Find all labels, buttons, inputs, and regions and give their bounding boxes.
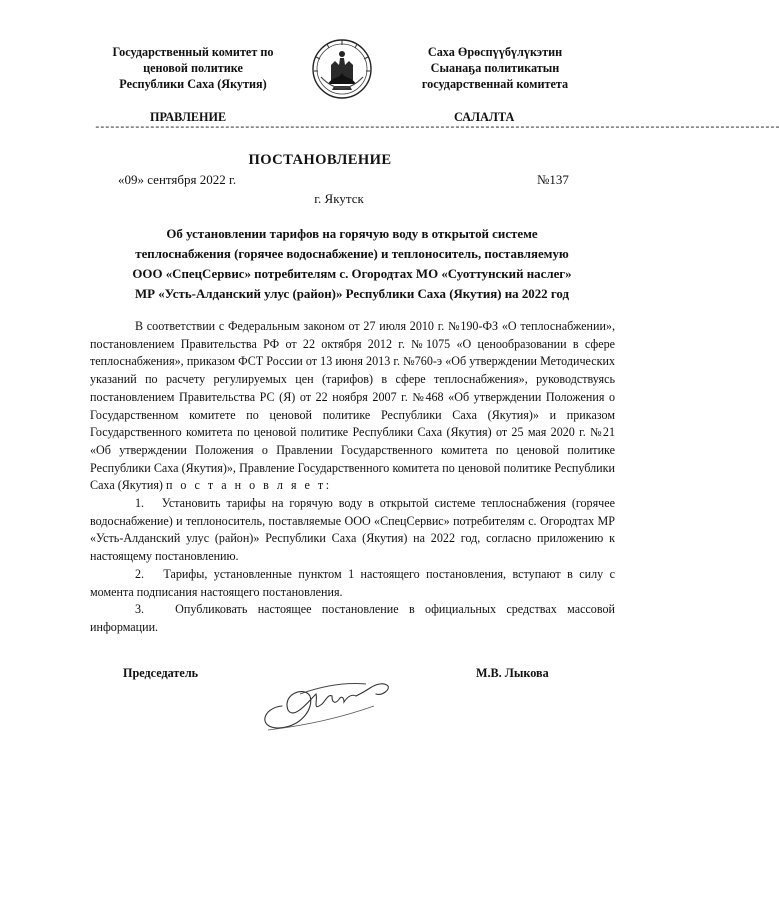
document-body xyxy=(90,318,615,637)
signatory-name: М.В. Лыкова xyxy=(476,666,549,680)
committee-line: государственнай комитета xyxy=(421,77,569,91)
committee-name-yakut xyxy=(390,44,600,92)
coat-of-arms-icon xyxy=(311,37,373,101)
board-label-yakut: САЛАЛТА xyxy=(454,110,515,124)
subject-line: ООО «СпецСервис» потребителям с. Огородтах МО «Суоттунский наслег» xyxy=(132,267,572,281)
board-label-russian: ПРАВЛЕНИЕ xyxy=(150,110,227,124)
item-text: Установить тарифы на горячую воду в открытой системе теплоснабжения (горячее водоснабжение) и теплоноситель, поставляемые ООО «СпецСервис» потребителям с. Огородтах МР «Усть-Алданский улус (район)» Республики Саха (Якутия) на 2022 год, согласно приложению к настоящему постановлению. xyxy=(90,496,615,564)
header-separator: ----------------------------------------------------------------------------------------------------------------------------------------- xyxy=(94,122,779,134)
document-title: ПОСТАНОВЛЕНИЕ xyxy=(248,152,392,168)
item-text: Опубликовать настоящее постановление в официальных средствах массовой информации. xyxy=(90,602,615,634)
committee-name-russian xyxy=(88,44,298,92)
decree-item xyxy=(90,601,615,636)
committee-line: ценовой политике xyxy=(143,61,243,75)
committee-line: Сыанаҕа политикатын xyxy=(430,61,560,75)
decree-item xyxy=(90,495,615,566)
document-date: «09» сентября 2022 г. xyxy=(118,172,237,187)
document-city: г. Якутск xyxy=(314,191,364,206)
committee-line: Саха Өрөспүүбүлүкэтин xyxy=(427,45,563,59)
decree-word: п о с т а н о в л я е т: xyxy=(165,478,332,493)
committee-line: Республики Саха (Якутия) xyxy=(119,77,267,91)
committee-line: Государственный комитет по xyxy=(112,45,274,59)
document-number: №137 xyxy=(537,172,569,187)
subject-line: Об установлении тарифов на горячую воду в открытой системе xyxy=(166,227,538,241)
item-number: 1. xyxy=(135,496,145,511)
decree-item xyxy=(90,566,615,601)
preamble-text: В соответствии с Федеральным законом от 27 июля 2010 г. №190-ФЗ «О теплоснабжении», постановлением Правительства РФ от 22 октября 2012 г. №1075 «О ценообразовании в сфере теплоснабжения», приказом ФСТ России от 13 июня 2013 г. №760-э «Об утверждении Методических указаний по расчету регулируемых цен (тарифов) в сфере теплоснабжения», руководствуясь постановлением Правительства РС (Я) от 22 ноября 2007 г. №468 «Об утверждении Положения о Государственном комитете по ценовой политике Республики Саха (Якутия)» и приказом Государственного комитета по ценовой политике Республики Саха (Якутия) от 25 мая 2020 г. №21 «Об утверждении Положения о Правлении Государственного комитета по ценовой политике Республики Саха (Якутия)», Правление Государственного комитета по ценовой политике Республики Саха (Якутия) xyxy=(90,319,615,493)
item-number: 3. xyxy=(135,602,145,617)
subject-line: теплоснабжения (горячее водоснабжение) и теплоноситель, поставляемую xyxy=(135,247,569,261)
signatory-role: Председатель xyxy=(123,666,199,680)
document-subject xyxy=(90,224,614,304)
preamble-paragraph xyxy=(90,318,615,495)
handwritten-signature-icon xyxy=(252,672,420,736)
item-number: 2. xyxy=(135,566,145,581)
item-text: Тарифы, установленные пунктом 1 настоящего постановления, вступают в силу с момента подписания настоящего постановления. xyxy=(90,566,615,599)
subject-line: МР «Усть-Алданский улус (район)» Республики Саха (Якутия) на 2022 год xyxy=(135,287,569,301)
